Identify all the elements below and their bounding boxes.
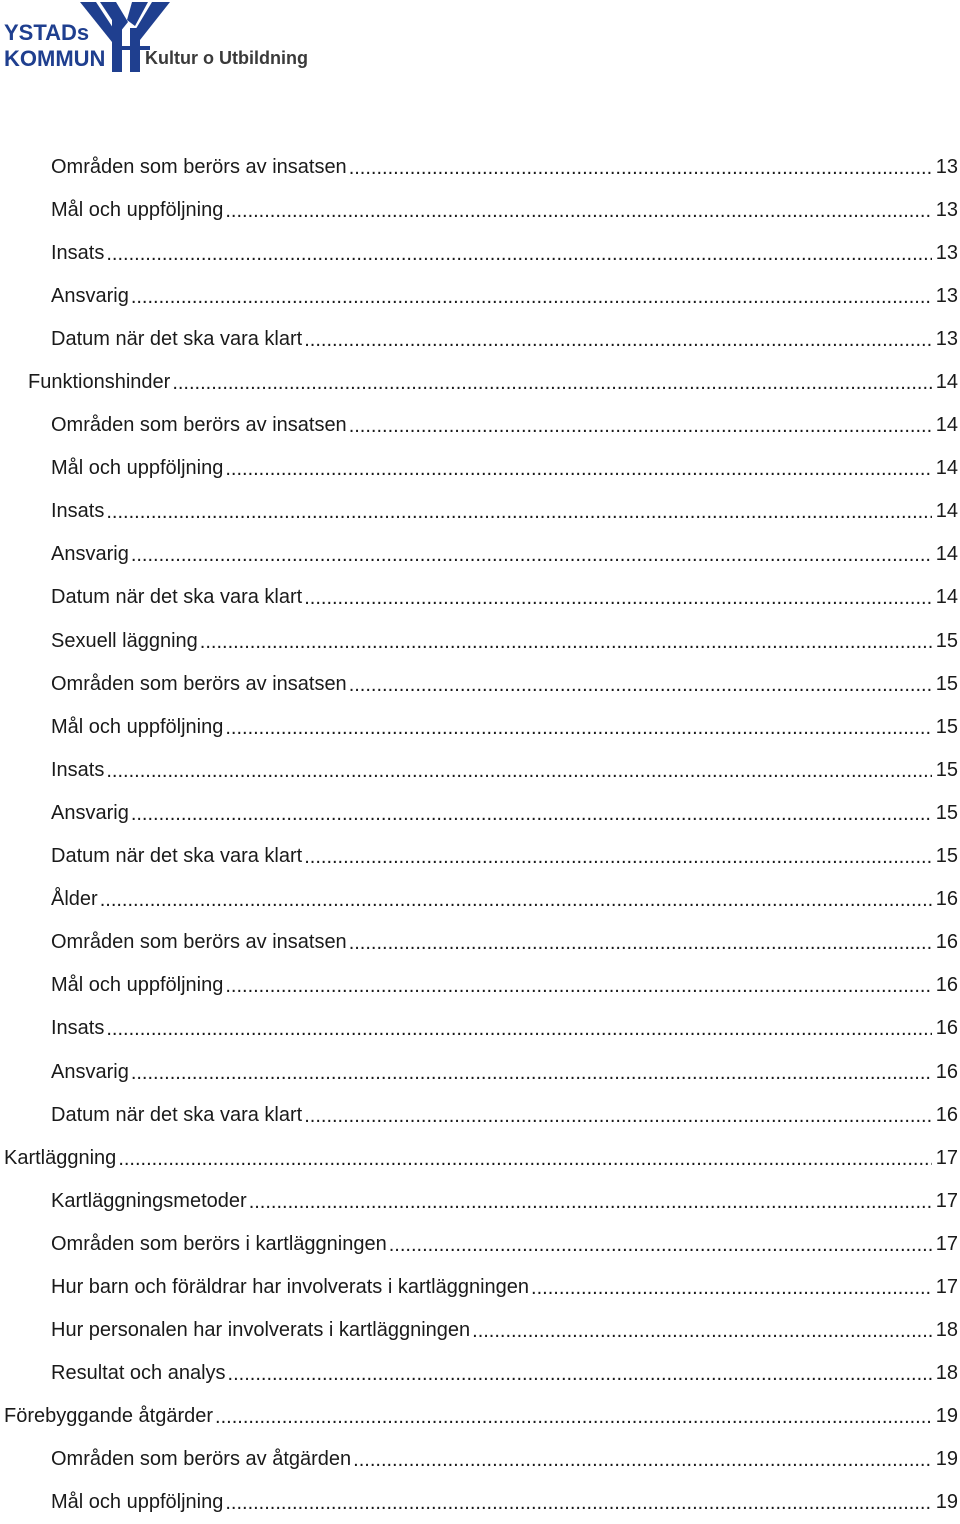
toc-entry-page-number: 16 <box>935 888 958 911</box>
toc-entry-page-number: 13 <box>935 155 958 178</box>
toc-entry-page-number: 17 <box>935 1189 958 1212</box>
toc-entry-title: Mål och uppföljning <box>51 974 224 997</box>
toc-entry-title: Datum när det ska vara klart <box>51 845 303 868</box>
toc-dot-leader <box>389 1235 932 1255</box>
toc-entry[interactable] <box>0 619 960 662</box>
toc-entry-page-number: 13 <box>935 327 958 350</box>
toc-entry-title: Områden som berörs av åtgärden <box>51 1448 352 1471</box>
toc-entry[interactable] <box>0 231 960 274</box>
toc-dot-leader <box>131 287 932 307</box>
toc-entry-page-number: 16 <box>935 1060 958 1083</box>
toc-entry-page-number: 19 <box>935 1491 958 1514</box>
toc-entry-title: Mål och uppföljning <box>51 1491 224 1514</box>
toc-entry[interactable] <box>0 533 960 576</box>
toc-entry-page-number: 14 <box>935 543 958 566</box>
toc-dot-leader <box>249 1192 932 1212</box>
toc-dot-leader <box>106 502 931 522</box>
toc-dot-leader <box>215 1407 932 1427</box>
toc-entry-title: Områden som berörs i kartläggningen <box>51 1232 387 1255</box>
toc-dot-leader <box>100 890 932 910</box>
logo-text-line2: KOMMUN <box>4 46 106 71</box>
toc-entry[interactable] <box>0 748 960 791</box>
toc-dot-leader <box>304 847 932 867</box>
toc-entry-page-number: 14 <box>935 500 958 523</box>
toc-entry[interactable] <box>0 1438 960 1481</box>
toc-entry-page-number: 18 <box>935 1319 958 1342</box>
toc-entry-page-number: 17 <box>935 1146 958 1169</box>
department-name: Kultur o Utbildning <box>145 48 308 68</box>
toc-dot-leader <box>225 718 931 738</box>
toc-entry[interactable] <box>0 576 960 619</box>
toc-dot-leader <box>225 976 931 996</box>
toc-entry[interactable] <box>0 1352 960 1395</box>
toc-entry-page-number: 14 <box>935 586 958 609</box>
toc-entry[interactable] <box>0 1481 960 1524</box>
toc-entry-title: Datum när det ska vara klart <box>51 327 303 350</box>
toc-entry[interactable] <box>0 878 960 921</box>
toc-entry[interactable] <box>0 490 960 533</box>
page-header <box>0 0 340 80</box>
ystad-kommun-logo <box>0 0 340 80</box>
toc-entry[interactable] <box>0 1309 960 1352</box>
toc-entry-title: Ansvarig <box>51 801 129 824</box>
toc-entry-title: Kartläggningsmetoder <box>51 1189 247 1212</box>
toc-entry-page-number: 15 <box>935 845 958 868</box>
toc-entry-page-number: 14 <box>935 371 958 394</box>
toc-entry[interactable] <box>0 835 960 878</box>
toc-dot-leader <box>531 1278 932 1298</box>
toc-entry-title: Ansvarig <box>51 543 129 566</box>
toc-entry-title: Resultat och analys <box>51 1362 226 1385</box>
toc-entry[interactable] <box>0 791 960 834</box>
toc-entry[interactable] <box>0 1050 960 1093</box>
toc-dot-leader <box>349 158 932 178</box>
toc-entry[interactable] <box>0 404 960 447</box>
toc-dot-leader <box>349 416 932 436</box>
toc-entry-page-number: 13 <box>935 241 958 264</box>
table-of-contents <box>0 145 960 1524</box>
logo-text-line1: YSTADs <box>4 20 90 45</box>
toc-entry-title: Ansvarig <box>51 284 129 307</box>
toc-entry-page-number: 15 <box>935 672 958 695</box>
toc-entry[interactable] <box>0 317 960 360</box>
toc-entry-page-number: 13 <box>935 284 958 307</box>
toc-entry-title: Hur personalen har involverats i kartläggningen <box>51 1319 471 1342</box>
toc-entry-title: Områden som berörs av insatsen <box>51 931 347 954</box>
toc-dot-leader <box>304 1106 932 1126</box>
toc-dot-leader <box>349 933 932 953</box>
toc-entry[interactable] <box>0 1179 960 1222</box>
toc-entry-title: Mål och uppföljning <box>51 715 224 738</box>
toc-entry[interactable] <box>0 705 960 748</box>
toc-entry[interactable] <box>0 1222 960 1265</box>
toc-entry[interactable] <box>0 1093 960 1136</box>
toc-dot-leader <box>225 459 931 479</box>
toc-dot-leader <box>200 632 932 652</box>
toc-dot-leader <box>349 675 932 695</box>
toc-dot-leader <box>131 804 932 824</box>
toc-dot-leader <box>228 1364 932 1384</box>
toc-entry-title: Insats <box>51 1017 105 1040</box>
toc-entry[interactable] <box>0 145 960 188</box>
toc-dot-leader <box>225 1493 931 1513</box>
toc-entry-title: Förebyggande åtgärder <box>4 1405 214 1428</box>
toc-dot-leader <box>472 1321 932 1341</box>
toc-entry-page-number: 15 <box>935 801 958 824</box>
toc-entry-title: Ansvarig <box>51 1060 129 1083</box>
toc-entry[interactable] <box>0 964 960 1007</box>
toc-entry-page-number: 15 <box>935 715 958 738</box>
toc-dot-leader <box>304 588 932 608</box>
toc-entry[interactable] <box>0 188 960 231</box>
toc-entry[interactable] <box>0 360 960 403</box>
toc-entry-title: Mål och uppföljning <box>51 198 224 221</box>
toc-entry-page-number: 16 <box>935 1017 958 1040</box>
toc-entry-page-number: 17 <box>935 1232 958 1255</box>
toc-entry-title: Områden som berörs av insatsen <box>51 414 347 437</box>
toc-entry-page-number: 15 <box>935 758 958 781</box>
toc-entry[interactable] <box>0 1007 960 1050</box>
toc-dot-leader <box>106 1019 931 1039</box>
toc-entry-title: Datum när det ska vara klart <box>51 1103 303 1126</box>
toc-dot-leader <box>106 761 931 781</box>
toc-entry-title: Funktionshinder <box>28 371 171 394</box>
toc-entry-title: Insats <box>51 758 105 781</box>
toc-entry[interactable] <box>0 1395 960 1438</box>
toc-dot-leader <box>131 1063 932 1083</box>
toc-entry-title: Hur barn och föräldrar har involverats i kartläggningen <box>51 1275 530 1298</box>
toc-entry-page-number: 14 <box>935 414 958 437</box>
toc-entry-title: Insats <box>51 500 105 523</box>
toc-dot-leader <box>131 545 932 565</box>
toc-entry-title: Sexuell läggning <box>51 629 198 652</box>
toc-entry-title: Områden som berörs av insatsen <box>51 155 347 178</box>
toc-entry-title: Områden som berörs av insatsen <box>51 672 347 695</box>
toc-entry-page-number: 14 <box>935 457 958 480</box>
toc-dot-leader <box>353 1450 932 1470</box>
toc-entry[interactable] <box>0 921 960 964</box>
toc-entry-page-number: 16 <box>935 931 958 954</box>
toc-entry-page-number: 13 <box>935 198 958 221</box>
toc-entry-title: Datum när det ska vara klart <box>51 586 303 609</box>
toc-entry-page-number: 19 <box>935 1405 958 1428</box>
toc-entry[interactable] <box>0 1265 960 1308</box>
toc-entry-page-number: 19 <box>935 1448 958 1471</box>
toc-entry-title: Insats <box>51 241 105 264</box>
toc-entry-title: Ålder <box>51 888 98 911</box>
toc-entry[interactable] <box>0 447 960 490</box>
toc-dot-leader <box>304 330 932 350</box>
toc-dot-leader <box>172 373 931 393</box>
toc-dot-leader <box>106 244 931 264</box>
toc-entry[interactable] <box>0 274 960 317</box>
toc-entry-page-number: 15 <box>935 629 958 652</box>
toc-entry-page-number: 16 <box>935 1103 958 1126</box>
toc-entry-page-number: 17 <box>935 1275 958 1298</box>
toc-entry-page-number: 16 <box>935 974 958 997</box>
toc-dot-leader <box>225 201 931 221</box>
toc-entry[interactable] <box>0 1136 960 1179</box>
toc-entry-title: Mål och uppföljning <box>51 457 224 480</box>
toc-entry-title: Kartläggning <box>4 1146 117 1169</box>
toc-entry-page-number: 18 <box>935 1362 958 1385</box>
toc-entry[interactable] <box>0 662 960 705</box>
toc-dot-leader <box>118 1149 931 1169</box>
